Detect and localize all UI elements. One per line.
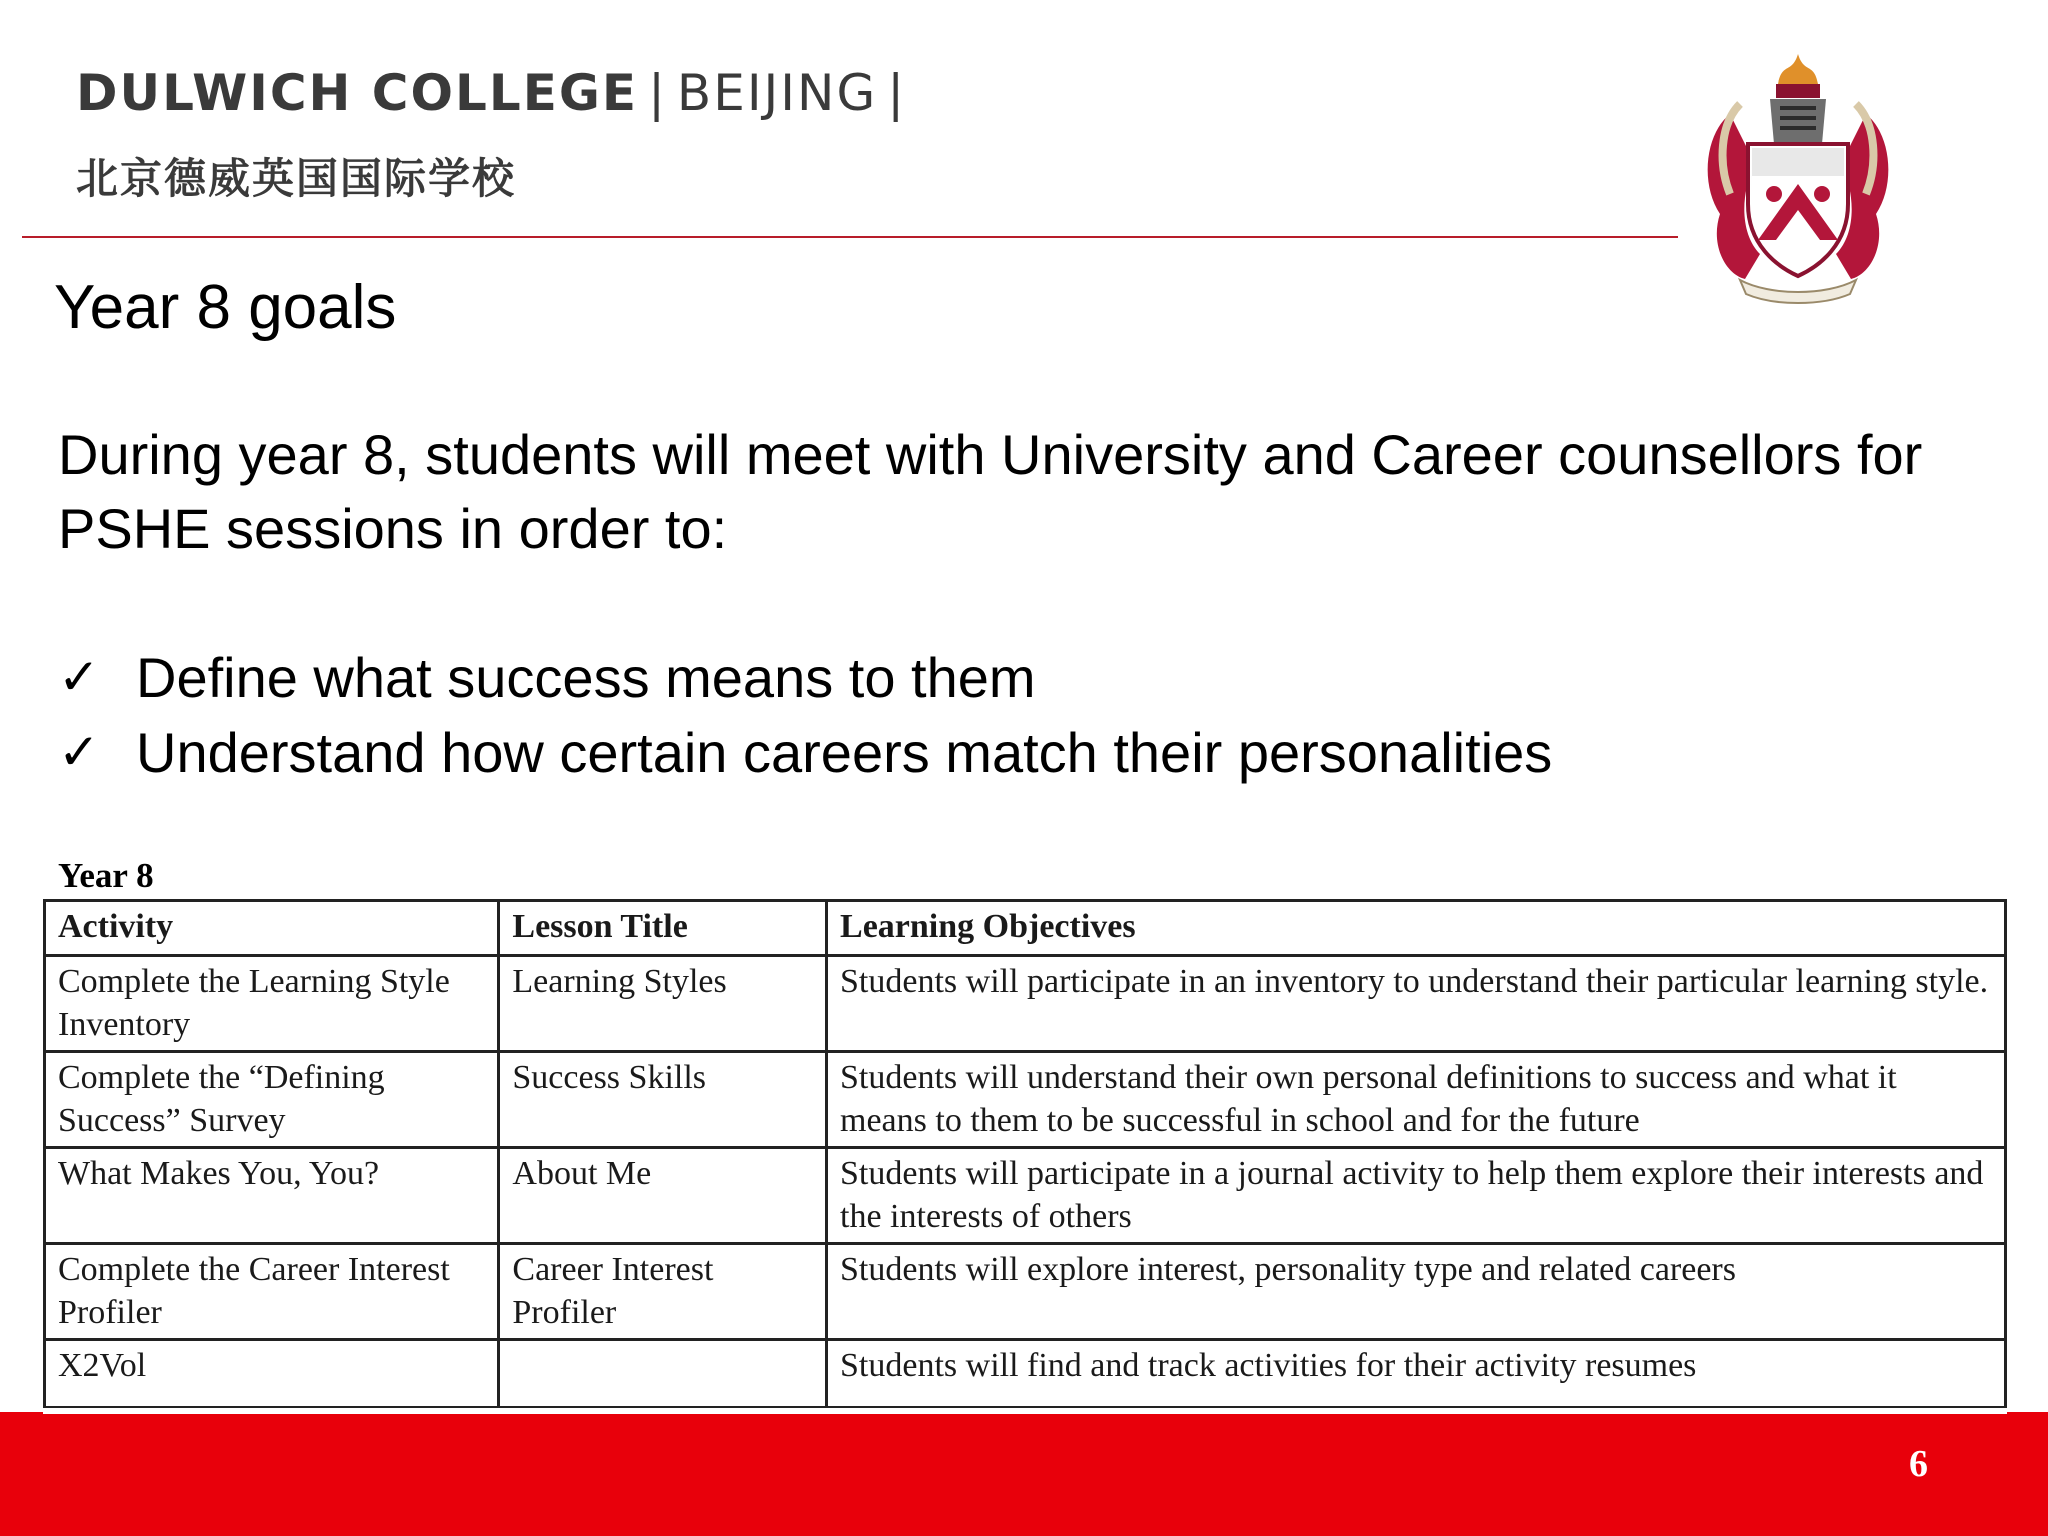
- table-row: [45, 1244, 2006, 1340]
- goal-text: Understand how certain careers match their personalities: [136, 721, 1553, 784]
- activity-cell: X2Vol: [45, 1340, 499, 1408]
- lesson-title-cell: About Me: [499, 1148, 827, 1244]
- brand-name-en: [76, 64, 916, 122]
- checkmark-icon: ✓: [58, 648, 100, 706]
- activity-table: [43, 899, 2007, 1409]
- table-caption: Year 8: [58, 856, 154, 895]
- lesson-title-cell: [499, 1340, 827, 1408]
- brand-name-zh: 北京德威英国国际学校: [76, 154, 517, 203]
- activity-cell: Complete the “Defining Success” Survey: [45, 1052, 499, 1148]
- brand-name-college: DULWICH COLLEGE: [76, 64, 639, 122]
- goal-text: Define what success means to them: [136, 646, 1036, 709]
- table-header-row: [45, 901, 2006, 956]
- brand-name-city: BEIJING: [676, 64, 878, 122]
- intro-paragraph: During year 8, students will meet with University and Career counsellors for PSHE sessions in order to:: [58, 423, 1923, 560]
- objective-cell: Students will explore interest, personality type and related careers: [827, 1244, 2006, 1340]
- column-header-activity: Activity: [45, 901, 499, 956]
- table-row: [45, 1148, 2006, 1244]
- footer-bar: [0, 1412, 2048, 1536]
- lesson-title-cell: Career Interest Profiler: [499, 1244, 827, 1340]
- table-row: [45, 1052, 2006, 1148]
- table-row: [45, 956, 2006, 1052]
- goal-list-item: [58, 640, 1552, 715]
- objective-cell: Students will understand their own personal definitions to success and what it means to them to be successful in school and for the future: [827, 1052, 2006, 1148]
- objective-cell: Students will find and track activities for their activity resumes: [827, 1340, 2006, 1408]
- brand-separator-trailing: |: [887, 64, 907, 122]
- activity-cell: What Makes You, You?: [45, 1148, 499, 1244]
- objective-cell: Students will participate in a journal activity to help them explore their interests and the interests of others: [827, 1148, 2006, 1244]
- checkmark-icon: ✓: [58, 723, 100, 781]
- header-rule: [22, 236, 1678, 238]
- footer-divider: [43, 1408, 2007, 1414]
- goal-list-item: [58, 715, 1552, 790]
- column-header-learning-objectives: Learning Objectives: [827, 901, 2006, 956]
- lesson-title-cell: Learning Styles: [499, 956, 827, 1052]
- goal-list: [58, 640, 1552, 790]
- objective-cell: Students will participate in an inventory to understand their particular learning style.: [827, 956, 2006, 1052]
- page-number: 6: [1909, 1443, 1928, 1485]
- brand-separator: |: [648, 64, 667, 122]
- activity-cell: Complete the Learning Style Inventory: [45, 956, 499, 1052]
- school-crest-icon: [1700, 44, 1896, 306]
- lesson-title-cell: Success Skills: [499, 1052, 827, 1148]
- slide-title: Year 8 goals: [54, 273, 397, 342]
- column-header-lesson-title: Lesson Title: [499, 901, 827, 956]
- activity-cell: Complete the Career Interest Profiler: [45, 1244, 499, 1340]
- table-row: [45, 1340, 2006, 1408]
